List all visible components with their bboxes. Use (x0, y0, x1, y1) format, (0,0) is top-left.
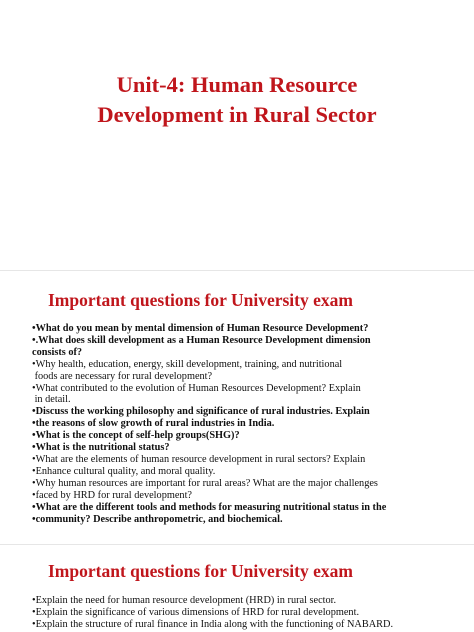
title-line-1: Unit-4: Human Resource (116, 72, 358, 97)
question-line: •Explain the need for human resource development (HRD) in rural sector. (32, 595, 337, 606)
question-line: consists of? (32, 346, 83, 358)
question-line: •What do you mean by mental dimension of Human Resource Development? (32, 323, 369, 334)
question-line: •.What does skill development as a Human Resource Development dimension (32, 334, 371, 346)
question-line: •What is the nutritional status? (32, 442, 170, 454)
question-line: •faced by HRD for rural development? (32, 489, 192, 501)
question-line: •Explain the structure of rural finance in India along with the functioning of NABARD. (32, 618, 394, 630)
slide-divider (0, 544, 474, 545)
question-line: •the reasons of slow growth of rural industries in India. (32, 418, 275, 430)
question-line: foods are necessary for rural development? (32, 370, 213, 382)
question-line: •Why health, education, energy, skill development, training, and nutritional (32, 358, 343, 370)
page-title (0, 70, 474, 130)
slide-divider (0, 270, 474, 271)
question-line: •Explain the significance of various dimensions of HRD for rural development. (32, 606, 360, 618)
question-line: •What are the different tools and methods for measuring nutritional status in the (32, 501, 387, 513)
question-line: •Enhance cultural quality, and moral quality. (32, 465, 216, 477)
section-heading: Important questions for University exam (48, 561, 353, 581)
question-list (32, 323, 386, 525)
question-line: •Discuss the working philosophy and significance of rural industries. Explain (32, 406, 370, 418)
title-line-2: Development in Rural Sector (97, 102, 377, 127)
question-line: •What is the concept of self-help groups(SHG)? (32, 430, 240, 442)
question-line: •What are the elements of human resource development in rural sectors? Explain (32, 453, 366, 465)
question-line: •community? Describe anthropometric, and biochemical. (32, 513, 283, 525)
question-list (32, 595, 393, 631)
section-heading: Important questions for University exam (48, 290, 353, 310)
question-line: in detail. (32, 394, 71, 406)
question-line: •What contributed to the evolution of Human Resources Development? Explain (32, 382, 361, 394)
question-line: •Why human resources are important for rural areas? What are the major challenges (32, 477, 378, 489)
